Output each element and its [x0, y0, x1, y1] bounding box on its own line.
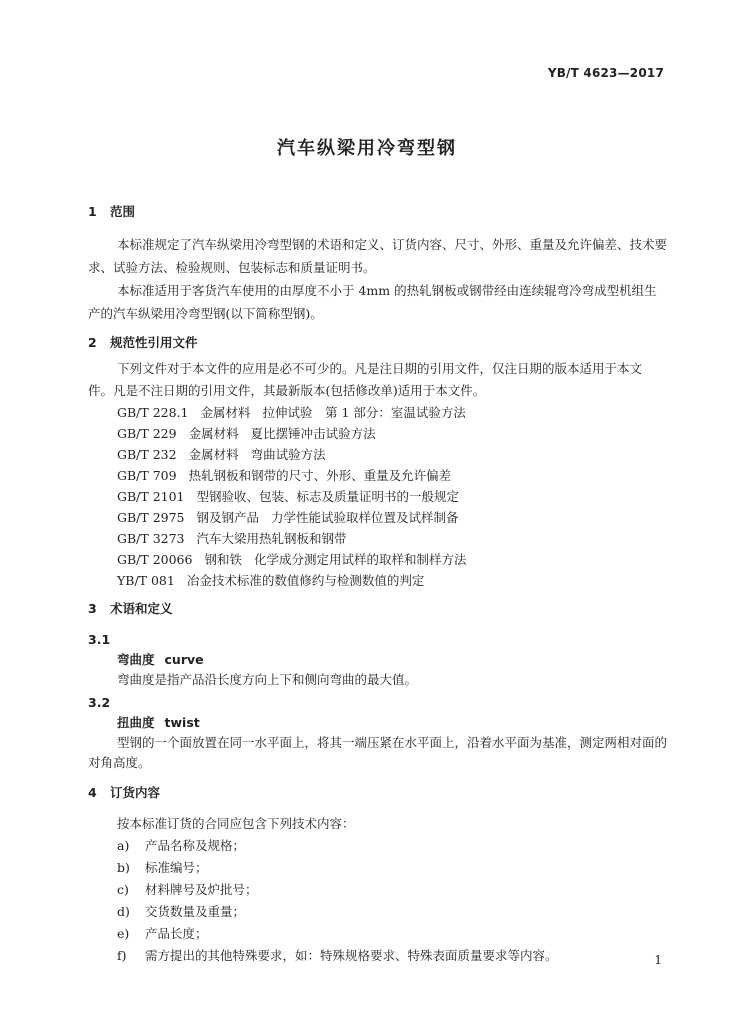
list-item: b) 标准编号； [117, 860, 208, 875]
section-2-heading: 2 规范性引用文件 [88, 335, 198, 350]
document-title: 汽车纵梁用冷弯型钢 [277, 138, 457, 159]
list-item: c) 材料牌号及炉批号； [117, 882, 258, 897]
section-3-heading: 3 术语和定义 [88, 601, 173, 616]
list-item: d) 交货数量及重量； [117, 904, 246, 919]
section-1-para-2-line-2: 产的汽车纵梁用冷弯型钢(以下简称型钢)。 [88, 306, 323, 321]
reference-item: GB/T 20066 钢和铁 化学成分测定用试样的取样和制样方法 [117, 552, 467, 567]
reference-item: GB/T 232 金属材料 弯曲试验方法 [117, 447, 326, 462]
definition-3-1-text: 弯曲度是指产品沿长度方向上下和侧向弯曲的最大值。 [117, 672, 418, 687]
section-4-heading: 4 订货内容 [88, 785, 161, 800]
section-2-para-line-2: 件。凡是不注日期的引用文件，其最新版本(包括修改单)适用于本文件。 [88, 383, 486, 398]
list-item: e) 产品长度； [117, 926, 208, 941]
reference-item: GB/T 229 金属材料 夏比摆锤冲击试验方法 [117, 426, 376, 441]
reference-item: GB/T 2101 型钢验收、包装、标志及质量证明书的一般规定 [117, 489, 460, 504]
list-item: a) 产品名称及规格； [117, 838, 246, 853]
reference-item: YB/T 081 冶金技术标准的数值修约与检测数值的判定 [117, 573, 425, 588]
definition-3-2-number: 3.2 [88, 695, 111, 710]
page-number: 1 [654, 953, 662, 967]
definition-3-2-text-line-1: 型钢的一个面放置在同一水平面上，将其一端压紧在水平面上，沿着水平面为基准，测定两相对面的 [117, 735, 668, 750]
reference-item: GB/T 2975 钢及钢产品 力学性能试验取样位置及试样制备 [117, 510, 459, 525]
section-2-para-line-1: 下列文件对于本文件的应用是必不可少的。凡是注日期的引用文件，仅注日期的版本适用于本文 [117, 361, 643, 376]
definition-3-1-number: 3.1 [88, 632, 111, 647]
section-1-heading: 1 范围 [88, 204, 136, 219]
standard-code: YB/T 4623—2017 [547, 66, 664, 80]
section-1-para-2-line-1: 本标准适用于客货汽车使用的由厚度不小于 4mm 的热轧钢板或钢带经由连续辊弯冷弯成型机组生 [117, 283, 657, 298]
reference-item: GB/T 3273 汽车大梁用热轧钢板和钢带 [117, 531, 347, 546]
definition-3-2-term: 扭曲度 twist [117, 715, 200, 730]
section-1-para-1-line-2: 求、试验方法、检验规则、包装标志和质量证明书。 [88, 260, 376, 275]
list-item: f) 需方提出的其他特殊要求，如：特殊规格要求、特殊表面质量要求等内容。 [117, 948, 558, 963]
reference-item: GB/T 228.1 金属材料 拉伸试验 第 1 部分：室温试验方法 [117, 405, 466, 420]
definition-3-1-term: 弯曲度 curve [117, 652, 204, 667]
reference-item: GB/T 709 热轧钢板和钢带的尺寸、外形、重量及允许偏差 [117, 468, 452, 483]
section-1-para-1-line-1: 本标准规定了汽车纵梁用冷弯型钢的术语和定义、订货内容、尺寸、外形、重量及允许偏差、技术要 [117, 237, 668, 252]
definition-3-2-text-line-2: 对角高度。 [88, 755, 151, 770]
section-4-intro: 按本标准订货的合同应包含下列技术内容： [117, 816, 355, 831]
